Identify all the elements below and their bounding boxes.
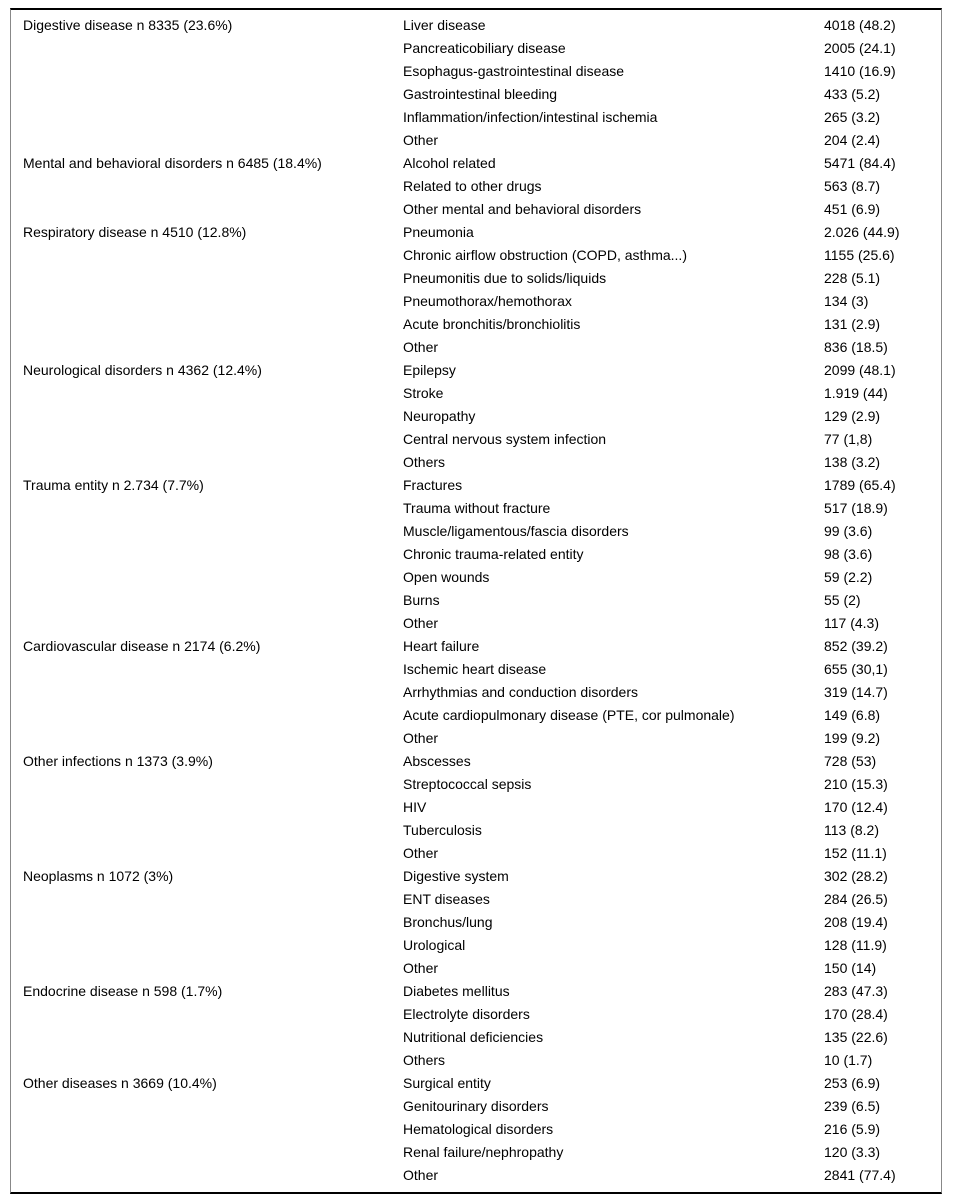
value-cell: 265 (3.2) (824, 109, 881, 125)
value-cell: 2841 (77.4) (824, 1167, 896, 1183)
subcategory-cell: Fractures (403, 477, 463, 493)
value-cell: 99 (3.6) (824, 523, 873, 539)
subcategory-cell: Acute cardiopulmonary disease (PTE, cor pulmonale) (403, 707, 735, 723)
value-cell: 302 (28.2) (824, 868, 888, 884)
table-row (11, 888, 941, 911)
value-cell: 77 (1,8) (824, 431, 873, 447)
subcategory-cell: Heart failure (403, 638, 480, 654)
table-row (11, 106, 941, 129)
table-row (11, 60, 941, 83)
subcategory-cell: Pneumonia (403, 224, 474, 240)
value-cell: 4018 (48.2) (824, 17, 896, 33)
diagnosis-table (10, 8, 942, 1194)
table-row (11, 336, 941, 359)
subcategory-cell: Renal failure/nephropathy (403, 1144, 564, 1160)
value-cell: 1.919 (44) (824, 385, 888, 401)
value-cell: 98 (3.6) (824, 546, 873, 562)
table-row (11, 497, 941, 520)
value-cell: 253 (6.9) (824, 1075, 881, 1091)
subcategory-cell: Surgical entity (403, 1075, 491, 1091)
value-cell: 135 (22.6) (824, 1029, 888, 1045)
table-row (11, 451, 941, 474)
value-cell: 134 (3) (824, 293, 869, 309)
table-row (11, 428, 941, 451)
table-row (11, 129, 941, 152)
value-cell: 204 (2.4) (824, 132, 881, 148)
subcategory-cell: Open wounds (403, 569, 490, 585)
category-cell: Neoplasms n 1072 (3%) (23, 868, 174, 884)
value-cell: 208 (19.4) (824, 914, 888, 930)
table-row (11, 1095, 941, 1118)
subcategory-cell: Epilepsy (403, 362, 456, 378)
table-row (11, 152, 941, 175)
subcategory-cell: Burns (403, 592, 440, 608)
table-row (11, 635, 941, 658)
subcategory-cell: Other (403, 960, 439, 976)
value-cell: 120 (3.3) (824, 1144, 881, 1160)
table-row (11, 221, 941, 244)
table-row (11, 612, 941, 635)
table-row (11, 244, 941, 267)
subcategory-cell: Others (403, 454, 446, 470)
value-cell: 210 (15.3) (824, 776, 888, 792)
category-cell: Respiratory disease n 4510 (12.8%) (23, 224, 247, 240)
value-cell: 199 (9.2) (824, 730, 881, 746)
table-row (11, 267, 941, 290)
value-cell: 836 (18.5) (824, 339, 888, 355)
subcategory-cell: Pancreaticobiliary disease (403, 40, 566, 56)
value-cell: 1410 (16.9) (824, 63, 896, 79)
table-row (11, 1072, 941, 1095)
subcategory-cell: Bronchus/lung (403, 914, 493, 930)
category-cell: Digestive disease n 8335 (23.6%) (23, 17, 233, 33)
value-cell: 128 (11.9) (824, 937, 887, 953)
value-cell: 319 (14.7) (824, 684, 888, 700)
subcategory-cell: Ischemic heart disease (403, 661, 547, 677)
subcategory-cell: Other (403, 730, 439, 746)
value-cell: 170 (12.4) (824, 799, 888, 815)
subcategory-cell: Pneumothorax/hemothorax (403, 293, 572, 309)
category-cell: Neurological disorders n 4362 (12.4%) (23, 362, 262, 378)
subcategory-cell: HIV (403, 799, 427, 815)
subcategory-cell: Chronic airflow obstruction (COPD, asthma...) (403, 247, 687, 263)
value-cell: 451 (6.9) (824, 201, 881, 217)
subcategory-cell: Nutritional deficiencies (403, 1029, 544, 1045)
category-cell: Other diseases n 3669 (10.4%) (23, 1075, 217, 1091)
table-row (11, 1026, 941, 1049)
category-cell: Other infections n 1373 (3.9%) (23, 753, 213, 769)
subcategory-cell: Streptococcal sepsis (403, 776, 532, 792)
table-row (11, 681, 941, 704)
table-row (11, 704, 941, 727)
subcategory-cell: Central nervous system infection (403, 431, 607, 447)
value-cell: 1155 (25.6) (824, 247, 895, 263)
table-row (11, 842, 941, 865)
table-row (11, 405, 941, 428)
value-cell: 131 (2.9) (824, 316, 881, 332)
subcategory-cell: Electrolyte disorders (403, 1006, 530, 1022)
value-cell: 563 (8.7) (824, 178, 881, 194)
value-cell: 216 (5.9) (824, 1121, 881, 1137)
value-cell: 55 (2) (824, 592, 861, 608)
value-cell: 283 (47.3) (824, 983, 888, 999)
value-cell: 5471 (84.4) (824, 155, 896, 171)
subcategory-cell: Stroke (403, 385, 444, 401)
table-row (11, 1141, 941, 1164)
category-cell: Trauma entity n 2.734 (7.7%) (23, 477, 204, 493)
table-row (11, 727, 941, 750)
subcategory-cell: Alcohol related (403, 155, 496, 171)
subcategory-cell: Digestive system (403, 868, 509, 884)
table-row (11, 37, 941, 60)
table-row (11, 819, 941, 842)
subcategory-cell: Tuberculosis (403, 822, 482, 838)
table-row (11, 865, 941, 888)
table-row (11, 773, 941, 796)
subcategory-cell: Neuropathy (403, 408, 476, 424)
category-cell: Cardiovascular disease n 2174 (6.2%) (23, 638, 261, 654)
subcategory-cell: Muscle/ligamentous/fascia disorders (403, 523, 629, 539)
subcategory-cell: Pneumonitis due to solids/liquids (403, 270, 607, 286)
table-row (11, 1164, 941, 1187)
value-cell: 728 (53) (824, 753, 877, 769)
table-row (11, 957, 941, 980)
table-row (11, 382, 941, 405)
value-cell: 517 (18.9) (824, 500, 888, 516)
table-row (11, 750, 941, 773)
value-cell: 59 (2.2) (824, 569, 873, 585)
subcategory-cell: Liver disease (403, 17, 486, 33)
subcategory-cell: Others (403, 1052, 446, 1068)
value-cell: 2005 (24.1) (824, 40, 896, 56)
value-cell: 284 (26.5) (824, 891, 888, 907)
table-row (11, 474, 941, 497)
table-row (11, 1003, 941, 1026)
subcategory-cell: Abscesses (403, 753, 471, 769)
table-row (11, 1118, 941, 1141)
subcategory-cell: Other (403, 1167, 439, 1183)
subcategory-cell: Gastrointestinal bleeding (403, 86, 558, 102)
table-row (11, 658, 941, 681)
value-cell: 2099 (48.1) (824, 362, 896, 378)
table-row (11, 175, 941, 198)
value-cell: 113 (8.2) (824, 822, 879, 838)
value-cell: 149 (6.8) (824, 707, 881, 723)
value-cell: 117 (4.3) (824, 615, 879, 631)
value-cell: 852 (39.2) (824, 638, 888, 654)
subcategory-cell: Diabetes mellitus (403, 983, 510, 999)
value-cell: 1789 (65.4) (824, 477, 896, 493)
subcategory-cell: Urological (403, 937, 466, 953)
table-row (11, 198, 941, 221)
value-cell: 239 (6.5) (824, 1098, 881, 1114)
subcategory-cell: Other (403, 339, 439, 355)
value-cell: 138 (3.2) (824, 454, 881, 470)
table-row (11, 566, 941, 589)
subcategory-cell: Arrhythmias and conduction disorders (403, 684, 639, 700)
category-cell: Endocrine disease n 598 (1.7%) (23, 983, 223, 999)
table-row (11, 14, 941, 37)
subcategory-cell: Related to other drugs (403, 178, 542, 194)
value-cell: 152 (11.1) (824, 845, 887, 861)
table-row (11, 980, 941, 1003)
subcategory-cell: Trauma without fracture (403, 500, 551, 516)
subcategory-cell: Other (403, 845, 439, 861)
table-row (11, 543, 941, 566)
subcategory-cell: Inflammation/infection/intestinal ischemia (403, 109, 658, 125)
subcategory-cell: Other (403, 132, 439, 148)
value-cell: 150 (14) (824, 960, 877, 976)
subcategory-cell: Other (403, 615, 439, 631)
subcategory-cell: Hematological disorders (403, 1121, 554, 1137)
value-cell: 228 (5.1) (824, 270, 881, 286)
value-cell: 10 (1.7) (824, 1052, 873, 1068)
subcategory-cell: Acute bronchitis/bronchiolitis (403, 316, 581, 332)
subcategory-cell: ENT diseases (403, 891, 490, 907)
subcategory-cell: Chronic trauma-related entity (403, 546, 584, 562)
value-cell: 655 (30,1) (824, 661, 888, 677)
table-row (11, 313, 941, 336)
table-row (11, 290, 941, 313)
table-row (11, 1049, 941, 1072)
table-row (11, 520, 941, 543)
table-row (11, 359, 941, 382)
value-cell: 2.026 (44.9) (824, 224, 900, 240)
table-row (11, 796, 941, 819)
table-row (11, 83, 941, 106)
category-cell: Mental and behavioral disorders n 6485 (18.4%) (23, 155, 322, 171)
subcategory-cell: Esophagus-gastrointestinal disease (403, 63, 625, 79)
table-row (11, 911, 941, 934)
value-cell: 129 (2.9) (824, 408, 881, 424)
value-cell: 433 (5.2) (824, 86, 881, 102)
table-row (11, 589, 941, 612)
value-cell: 170 (28.4) (824, 1006, 888, 1022)
subcategory-cell: Genitourinary disorders (403, 1098, 549, 1114)
subcategory-cell: Other mental and behavioral disorders (403, 201, 642, 217)
table-row (11, 934, 941, 957)
